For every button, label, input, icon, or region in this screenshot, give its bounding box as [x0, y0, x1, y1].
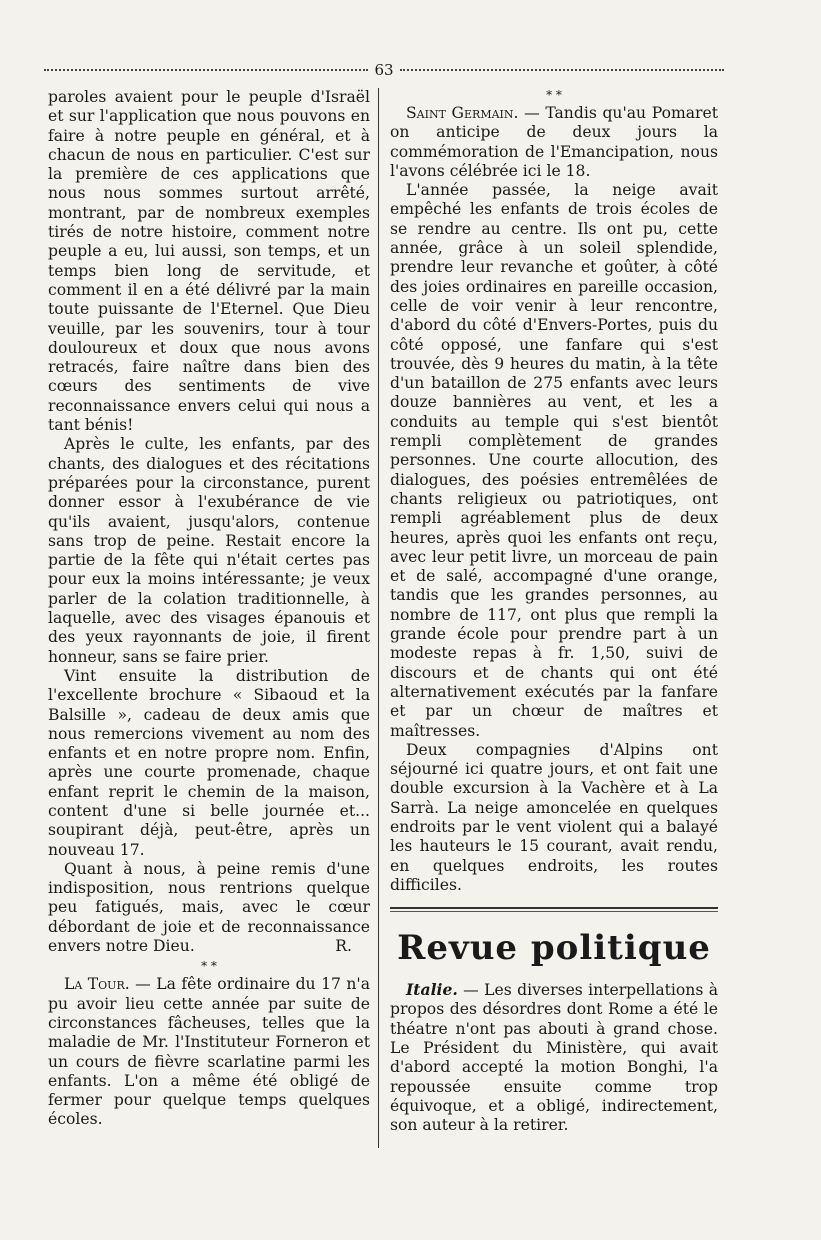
right-separator-stars: * *	[546, 88, 562, 102]
column-divider	[378, 88, 379, 1148]
section-rule-thin	[390, 911, 718, 912]
saint-germain-heading: Saint Germain.	[406, 104, 519, 122]
section-rule	[390, 907, 718, 909]
section-title-revue-politique: Revue politique	[397, 928, 711, 969]
header-ornament-right	[400, 69, 724, 71]
italie-text: — Les diverses interpellations à propos des désordres dont Rome a été le théatre n'ont pas abouti à grand chose. Le Président du Ministère, qui avait d'abord accepté la motion Bonghi, l'a repoussée ensuite comme trop équivoque, et a obligé, indirectement, son auteur à la retirer.	[390, 981, 718, 1135]
left-paragraph-3: Vint ensuite la distribution de l'excellente brochure « Sibaoud et la Balsille », cadeau de deux amis que nous remercions vivement au nom des enfants et en notre propre nom. Enfin, après une courte promenade, chaque enfant reprit le chemin de la maison, content d'une si belle journée et... soupirant déjà, peut-être, après un nouveau 17.	[48, 666, 370, 859]
section-separator-stars: * *	[201, 959, 217, 974]
left-paragraph-1: paroles avaient pour le peuple d'Israël et sur l'application que nous pouvons en faire à notre peuple en général, et à chacun de nous en particulier. C'est sur la première de ces applications que nous nous sommes surtout arrêté, montrant, par de nombreux exemples tirés de notre histoire, comment notre peuple a eu, lui aussi, son temps, et un temps bien long de servitude, et comment il en a été délivré par la main toute puissante de l'Eternel. Que Dieu veuille, par les souvenirs, tour à tour douloureux et doux que nous avons retracés, faire naître dans bien des cœurs des sentiments de vive reconnaissance envers celui qui nous a tant bénis!	[48, 88, 370, 435]
left-paragraph-2: Après le culte, les enfants, par des chants, des dialogues et des récitations préparées pour la circonstance, purent donner essor à l'exubérance de vie qu'ils avaient, jusqu'alors, contenue sans trop de peine. Restait encore la partie de la fête qui n'était certes pas pour eux la moins intéressante; je veux parler de la colation traditionnelle, à laquelle, avec des visages épanouis et des yeux rayonnants de joie, il firent honneur, sans se faire prier.	[48, 435, 370, 666]
la-tour-heading: La Tour.	[64, 975, 130, 994]
italie-heading: Italie.	[406, 980, 458, 1000]
right-paragraph-2: L'année passée, la neige avait empêché les enfants de trois écoles de se rendre au centre. Ils ont pu, cette année, grâce à un soleil splendide, prendre leur revanche et goûter, à côté des joies ordinaires en pareille occasion, celle de voir venir à leur rencontre, d'abord du côté d'Envers-Portes, puis du côté opposé, une fanfare qui s'est trouvée, dès 9 heures du matin, à la tête d'un bataillon de 275 enfants avec leurs douze bannières au vent, et les a conduits au temple qui s'est bientôt rempli complètement de grandes personnes. Une courte allocution, des dialogues, des poésies entremêlées de chants religieux ou patriotiques, ont rempli agréablement plus de deux heures, après quoi les enfants ont reçu, avec leur petit livre, un morceau de pain et de salé, accompagné d'une orange, tandis que les grandes personnes, au nombre de 117, ont plus que rempli la grande école pour prendre part à un modeste repas à fr. 1,50, suivi de discours et de chants qui ont été alternativement exécutés par la fanfare et par un chœur de maîtres et maîtresses.	[390, 181, 718, 740]
left-paragraph-4-text: Quant à nous, à peine remis d'une indisposition, nous rentrions quelque peu fatigués, mais, avec le cœur débordant de joie et de reconnaissance envers notre Dieu.	[48, 859, 370, 956]
header-ornament-left	[44, 69, 368, 71]
italie-paragraph	[390, 980, 718, 1135]
la-tour-paragraph	[48, 975, 370, 1129]
la-tour-text: — La fête ordinaire du 17 n'a pu avoir lieu cette année par suite de circonstances fâcheuses, telles que la maladie de Mr. l'Instituteur Forneron et un cours de fièvre scarlatine parmi les enfants. L'on a même été obligé de fermer pour quelque temps quelques écoles.	[48, 975, 370, 1129]
page-number: 63	[374, 61, 394, 79]
left-paragraph-4	[48, 860, 370, 956]
right-paragraph-3: Deux compagnies d'Alpins ont séjourné ici quatre jours, et ont fait une double excursion à la Vachère et à La Sarrà. La neige amoncelée en quelques endroits par le vent violent qui a balayé les hauteurs le 15 courant, avait rendu, en quelques endroits, les routes difficiles.	[390, 740, 718, 894]
page-header	[44, 58, 724, 82]
signature: R.	[335, 937, 352, 956]
saint-germain-paragraph	[390, 104, 718, 181]
saint-germain-text: — Tandis qu'au Pomaret on anticipe de deux jours la commémoration de l'Emancipation, nous l'avons célébrée ici le 18.	[390, 104, 718, 180]
right-column	[390, 88, 718, 1136]
left-column	[48, 88, 370, 1130]
